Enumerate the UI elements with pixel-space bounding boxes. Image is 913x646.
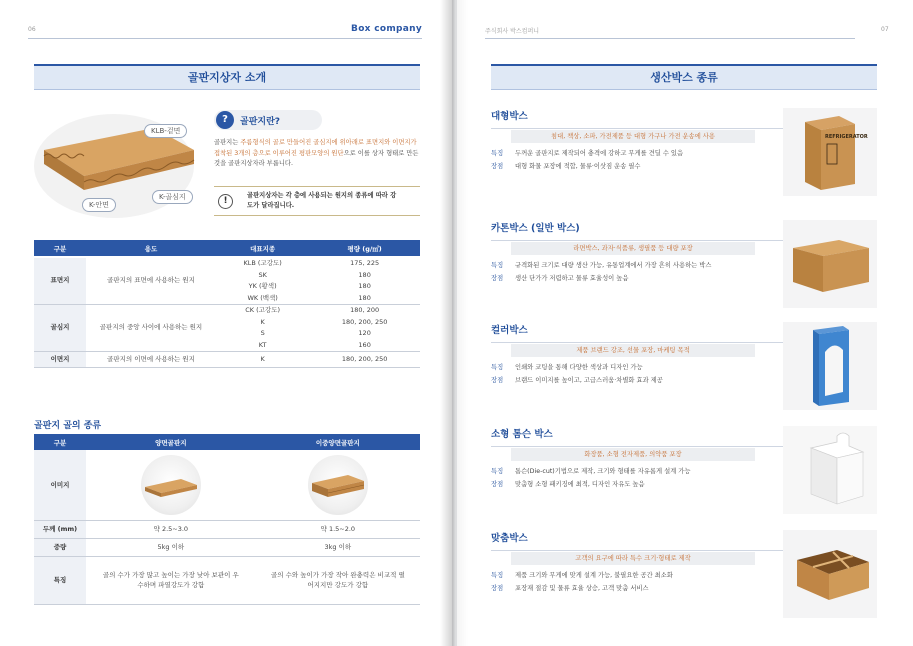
type-cell: CK (고강도) — [245, 306, 281, 314]
row-label: 특징 — [34, 556, 86, 604]
box-rule — [491, 446, 783, 447]
feature-row — [491, 466, 690, 475]
box-type-carton — [491, 220, 877, 308]
type-cell: K — [260, 317, 265, 326]
row-label: 중량 — [34, 538, 86, 556]
cell-a: 약 2.5~3.0 — [86, 520, 256, 538]
left-page — [0, 0, 452, 646]
merit-label: 장점 — [491, 585, 504, 592]
row-label: 표면지 — [34, 258, 86, 305]
box-title: 카톤박스 (일반 박스) — [491, 223, 580, 234]
image-cell — [256, 450, 420, 520]
question-icon: ? — [216, 111, 234, 129]
page-number-left: 06 — [28, 26, 36, 33]
paper-type-table — [34, 240, 420, 368]
book-gutter-shadow — [440, 0, 468, 646]
color-box-image — [783, 322, 877, 410]
table-header-cell: 평량 (g/㎡) — [309, 240, 420, 256]
tag-inner-liner: K-안면 — [82, 198, 116, 212]
table-row — [34, 450, 420, 520]
box-title: 대형박스 — [491, 111, 528, 122]
merit-row — [491, 479, 645, 488]
merit-text: 대형 화물 포장에 적합, 물류·이삿짐 운송 필수 — [515, 163, 641, 170]
table-header-cell: 양면골판지 — [86, 434, 256, 450]
intro-highlight: 주름형식의 골로 만들어진 골심지에 위아래로 표면지와 이면지가 접착된 3개의 층으로 이루어진 평판모양의 원단 — [214, 139, 417, 157]
box-title: 소형 톰슨 박스 — [491, 429, 553, 440]
box-type-custom — [491, 530, 877, 618]
box-type-color — [491, 322, 877, 410]
row-label: 이면지 — [34, 352, 86, 368]
section-title: 생산박스 종류 — [491, 64, 877, 90]
type-cell: WK (백색) — [216, 293, 309, 305]
single-wall-board-image — [141, 455, 201, 515]
feature-label: 특징 — [491, 262, 504, 269]
merit-text: 브랜드 이미지를 높이고, 고급스러움·차별화 효과 제공 — [515, 377, 663, 384]
feature-text: 규격화된 크기로 대량 생산 가능, 유통업계에서 가장 흔히 사용하는 박스 — [515, 262, 712, 269]
weight-cell: 180 — [309, 293, 420, 305]
type-cell: YK (황색) — [248, 282, 277, 290]
row-use: 골판지의 이면에 사용하는 원지 — [86, 352, 216, 368]
double-wall-board-image — [308, 455, 368, 515]
tag-outer-liner: KLB-겉면 — [144, 124, 187, 138]
feature-row — [491, 362, 643, 371]
box-title: 맞춤박스 — [491, 533, 528, 544]
merit-row — [491, 583, 649, 592]
header-rule — [28, 38, 422, 39]
box-type-thomson — [491, 426, 877, 514]
box-rule — [491, 240, 783, 241]
question-heading — [214, 110, 322, 130]
weight-cell: 175, 225 — [350, 259, 380, 267]
large-box-image — [783, 108, 877, 196]
feature-text: 인쇄와 코팅을 통해 다양한 색상과 디자인 가능 — [515, 364, 643, 371]
section-title: 골판지상자 소개 — [34, 64, 420, 90]
cell-b: 골의 수와 높이가 가장 작아 완충력은 비교적 떨어지지만 강도가 강함 — [256, 556, 420, 604]
feature-text: 톰슨(Die-cut)기법으로 제작, 크기와 형태를 자유롭게 설계 가능 — [515, 468, 691, 475]
box-rule — [491, 342, 783, 343]
row-use: 골판지의 중앙 사이에 사용하는 원지 — [86, 305, 216, 352]
page-number-right: 07 — [881, 26, 889, 33]
merit-label: 장점 — [491, 481, 504, 488]
feature-row — [491, 148, 683, 157]
exclamation-icon: ! — [218, 194, 233, 209]
table-header-cell: 이중양면골판지 — [256, 434, 420, 450]
table-header-row — [34, 240, 420, 256]
image-cell — [86, 450, 256, 520]
feature-label: 특징 — [491, 572, 504, 579]
merit-text: 맞춤형 소형 패키징에 최적, 디자인 자유도 높음 — [515, 481, 645, 488]
box-type-large — [491, 108, 877, 196]
carton-box-image — [783, 220, 877, 308]
merit-row — [491, 161, 641, 170]
merit-row — [491, 375, 663, 384]
corrugated-board-illustration — [34, 110, 214, 220]
header-rule — [485, 38, 855, 39]
cell-b: 3kg 이하 — [256, 538, 420, 556]
note-box — [214, 186, 420, 216]
table-row — [34, 305, 420, 317]
row-label: 이미지 — [34, 450, 86, 520]
merit-label: 장점 — [491, 163, 504, 170]
table-row — [34, 520, 420, 538]
feature-text: 제품 크기와 무게에 맞게 설계 가능, 불필요한 공간 최소화 — [515, 572, 673, 579]
flute-type-table — [34, 434, 420, 605]
merit-label: 장점 — [491, 377, 504, 384]
row-label: 두께 (mm) — [34, 520, 86, 538]
type-cell: KLB (고강도) — [243, 259, 282, 267]
weight-cell: 180, 200 — [350, 306, 380, 314]
intro-text-a: 골판지는 — [214, 139, 241, 146]
table-header-cell: 구분 — [34, 240, 86, 256]
table-header-cell: 구분 — [34, 434, 86, 450]
weight-cell: 120 — [358, 329, 371, 337]
right-page — [457, 0, 913, 646]
type-cell: S — [260, 329, 265, 337]
brand-logo-text: Box company — [351, 24, 422, 34]
table-header-cell: 용도 — [86, 240, 216, 256]
feature-row — [491, 570, 673, 579]
weight-cell: 180, 200, 250 — [341, 317, 388, 326]
table-header-row — [34, 434, 420, 450]
feature-label: 특징 — [491, 150, 504, 157]
table-row — [34, 258, 420, 270]
row-label: 골심지 — [34, 305, 86, 352]
weight-cell: 180, 200, 250 — [309, 352, 420, 368]
box-tagline: 제품 브랜드 강조, 선물 포장, 마케팅 목적 — [511, 344, 755, 357]
table-row — [34, 352, 420, 368]
type-cell: KT — [216, 340, 309, 352]
feature-row — [491, 260, 711, 269]
cell-a: 골의 수가 가장 많고 높이는 가장 낮아 보관이 우수하며 파열강도가 강함 — [86, 556, 256, 604]
box-print-text: REFRIGERATOR — [825, 134, 868, 140]
weight-cell: 180 — [358, 270, 371, 279]
feature-label: 특징 — [491, 468, 504, 475]
intro-paragraph — [214, 138, 424, 170]
box-tagline: 침대, 책상, 소파, 가전제품 등 대형 가구나 가전 운송에 사용 — [511, 130, 755, 143]
merit-row — [491, 273, 628, 282]
merit-text: 생산 단가가 저렴하고 물류 효율성이 높음 — [515, 275, 629, 282]
table-row — [34, 556, 420, 604]
flute-section-title: 골판지 골의 종류 — [34, 421, 102, 431]
merit-text: 포장재 절감 및 물류 효율 상승, 고객 맞춤 서비스 — [515, 585, 649, 592]
table-row — [34, 538, 420, 556]
note-text: 골판지상자는 각 층에 사용되는 원지의 종류에 따라 강도가 달라집니다. — [247, 192, 397, 209]
row-use: 골판지의 표면에 사용하는 원지 — [86, 258, 216, 305]
cell-a: 5kg 이하 — [86, 538, 256, 556]
box-rule — [491, 550, 783, 551]
box-rule — [491, 128, 783, 129]
question-title: 골판지란? — [240, 116, 280, 127]
type-cell: SK — [258, 270, 267, 279]
intro-text-b: 으로 이를 상자 형태로 만든 것을 골판지상자라 부릅니다. — [214, 149, 419, 167]
box-title: 컬러박스 — [491, 325, 528, 336]
box-tagline: 화장품, 소형 전자제품, 의약품 포장 — [511, 448, 755, 461]
box-tagline: 고객의 요구에 따라 특수 크기·형태로 제작 — [511, 552, 755, 565]
box-tagline: 라면박스, 과자·식품류, 생필품 등 대량 포장 — [511, 242, 755, 255]
tag-medium: K-골심지 — [152, 190, 193, 204]
merit-label: 장점 — [491, 275, 504, 282]
cell-b: 약 1.5~2.0 — [256, 520, 420, 538]
weight-cell: 160 — [309, 340, 420, 352]
thomson-box-image — [783, 426, 877, 514]
type-cell: K — [216, 352, 309, 368]
feature-text: 두꺼운 골판지로 제작되어 충격에 강하고 무게를 견딜 수 있음 — [515, 150, 684, 157]
table-header-cell: 대표지종 — [216, 240, 309, 256]
weight-cell: 180 — [358, 282, 371, 290]
feature-label: 특징 — [491, 364, 504, 371]
custom-box-image — [783, 530, 877, 618]
company-name: 주식회사 박스컴퍼니 — [485, 28, 540, 35]
